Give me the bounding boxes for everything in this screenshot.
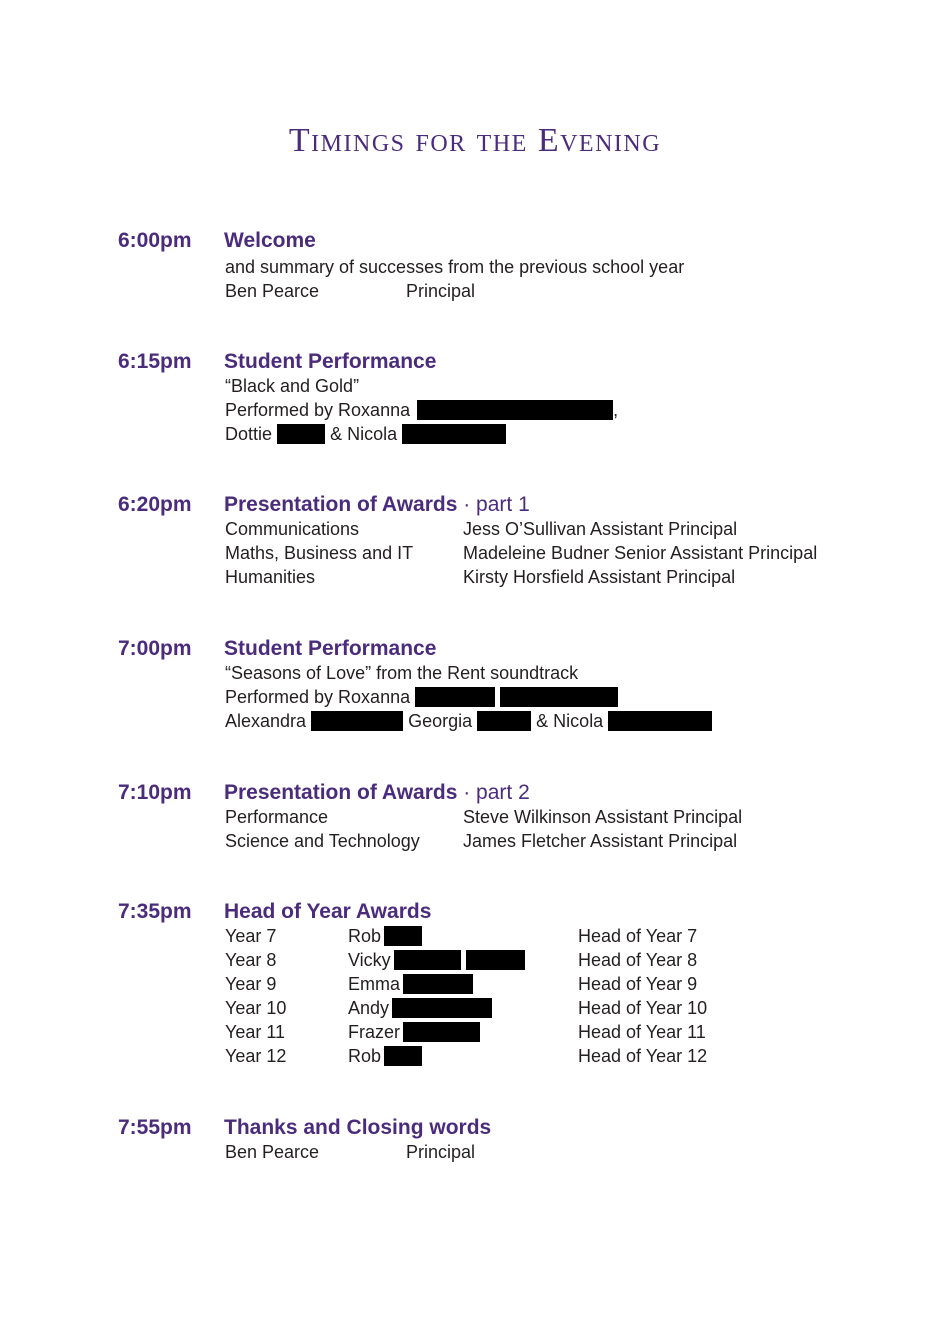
teacher-first-name: Rob — [348, 926, 382, 946]
performer-first-name: & Nicola — [536, 711, 604, 731]
teacher-first-name: Emma — [348, 974, 401, 994]
teacher-name — [348, 996, 492, 1020]
time-label: 6:20pm — [118, 493, 192, 516]
comma: , — [613, 400, 619, 420]
song-title: “Seasons of Love” from the Rent soundtrack — [225, 663, 579, 683]
speaker-name: Ben Pearce — [225, 1142, 320, 1162]
award-presenter: James Fletcher Assistant Principal — [463, 831, 738, 851]
redacted-name — [608, 711, 712, 731]
year-label: Year 11 — [225, 1022, 286, 1042]
redacted-name — [392, 998, 492, 1018]
teacher-role: Head of Year 7 — [578, 926, 698, 946]
redacted-name — [403, 1022, 480, 1042]
teacher-first-name: Vicky — [348, 950, 391, 970]
performers-line-2 — [225, 422, 506, 446]
redacted-name — [277, 424, 325, 444]
page-title: Timings for the Evening — [288, 122, 662, 159]
redacted-name — [384, 926, 422, 946]
part-label: · part 2 — [463, 781, 530, 804]
heading-text: Presentation of Awards — [224, 493, 458, 516]
time-label: 7:35pm — [118, 900, 192, 923]
year-label: Year 12 — [225, 1046, 287, 1066]
award-subject: Performance — [225, 807, 329, 827]
performer-first-name: Dottie — [225, 424, 273, 444]
item-heading: Thanks and Closing words — [224, 1116, 492, 1139]
performer-first-name: Alexandra — [225, 711, 307, 731]
teacher-role: Head of Year 11 — [578, 1022, 706, 1042]
heading-text: Presentation of Awards — [224, 781, 458, 804]
award-presenter: Kirsty Horsfield Assistant Principal — [463, 567, 736, 587]
teacher-name — [348, 1044, 422, 1068]
performer-first-name: & Nicola — [330, 424, 398, 444]
performed-by-label: Performed by Roxanna — [225, 400, 411, 420]
item-heading: Head of Year Awards — [224, 900, 432, 923]
teacher-role: Head of Year 9 — [578, 974, 698, 994]
teacher-name — [348, 972, 473, 996]
item-heading — [224, 493, 530, 517]
speaker-role: Principal — [406, 1142, 476, 1162]
year-label: Year 9 — [225, 974, 277, 994]
time-label: 7:10pm — [118, 781, 192, 804]
time-label: 7:00pm — [118, 637, 192, 660]
teacher-role: Head of Year 10 — [578, 998, 708, 1018]
teacher-first-name: Andy — [348, 998, 390, 1018]
time-label: 7:55pm — [118, 1116, 192, 1139]
performer-first-name: Georgia — [408, 711, 473, 731]
year-label: Year 8 — [225, 950, 277, 970]
speaker-name: Ben Pearce — [225, 281, 320, 301]
performed-by-label: Performed by Roxanna — [225, 687, 411, 707]
song-title: “Black and Gold” — [225, 376, 360, 396]
teacher-first-name: Frazer — [348, 1022, 401, 1042]
redacted-name — [403, 974, 473, 994]
redacted-name — [466, 950, 525, 970]
redacted-name — [500, 687, 618, 707]
award-presenter: Jess O’Sullivan Assistant Principal — [463, 519, 738, 539]
item-heading: Student Performance — [224, 637, 437, 660]
award-subject: Communications — [225, 519, 360, 539]
redacted-name — [417, 400, 613, 420]
award-presenter: Madeleine Budner Senior Assistant Principal — [463, 543, 818, 563]
teacher-name — [348, 924, 422, 948]
performers-line-1 — [225, 685, 618, 709]
year-label: Year 10 — [225, 998, 287, 1018]
teacher-role: Head of Year 8 — [578, 950, 698, 970]
redacted-name — [477, 711, 531, 731]
award-presenter: Steve Wilkinson Assistant Principal — [463, 807, 743, 827]
teacher-first-name: Rob — [348, 1046, 382, 1066]
teacher-role: Head of Year 12 — [578, 1046, 708, 1066]
redacted-name — [394, 950, 461, 970]
teacher-name — [348, 948, 525, 972]
item-description: and summary of successes from the previous school year — [225, 257, 685, 277]
part-label: · part 1 — [463, 493, 530, 516]
item-heading: Student Performance — [224, 350, 437, 373]
award-subject: Maths, Business and IT — [225, 543, 414, 563]
redacted-name — [311, 711, 403, 731]
speaker-role: Principal — [406, 281, 476, 301]
award-subject: Humanities — [225, 567, 316, 587]
award-subject: Science and Technology — [225, 831, 420, 851]
item-heading — [224, 781, 530, 805]
time-label: 6:00pm — [118, 229, 192, 252]
redacted-name — [415, 687, 495, 707]
redacted-name — [384, 1046, 422, 1066]
item-heading: Welcome — [224, 229, 316, 252]
performers-line-1 — [225, 398, 618, 422]
teacher-name — [348, 1020, 480, 1044]
redacted-name — [402, 424, 506, 444]
performers-line-2 — [225, 709, 712, 733]
year-label: Year 7 — [225, 926, 277, 946]
time-label: 6:15pm — [118, 350, 192, 373]
